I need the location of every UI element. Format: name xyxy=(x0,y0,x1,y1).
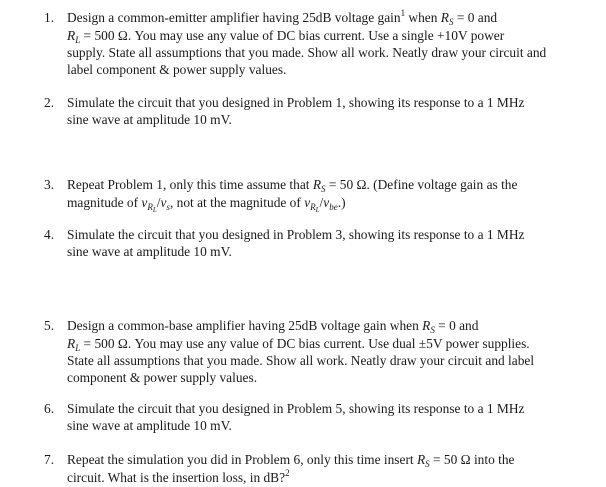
text-line: Repeat Problem 1, only this time assume that $R_S = 50$ Ω. (Define voltage gain as the xyxy=(67,177,518,194)
text-line: circuit. What is the insertion loss, in dB?$^2$ xyxy=(67,467,290,485)
text-line: label component & power supply values. xyxy=(67,61,287,77)
text-line: Simulate the circuit that you designed in Problem 3, showing its response to a 1 MHz xyxy=(67,227,525,242)
text-line: State all assumptions that you made. Show all work. Neatly draw your circuit and label xyxy=(67,353,535,368)
text-line: Simulate the circuit that you designed in Problem 5, showing its response to a 1 MHz xyxy=(67,401,525,416)
problem-number: 3. xyxy=(44,177,55,192)
problem-text xyxy=(67,227,587,260)
text-line: $R_L = 500$ Ω. You may use any value of DC bias current. Use a single +10V power xyxy=(67,27,505,45)
problem-text xyxy=(67,318,587,386)
text-line: supply. State all assumptions that you made. Show all work. Neatly draw your circuit and xyxy=(67,45,547,60)
math-symbol: R xyxy=(440,10,449,25)
math-symbol: R xyxy=(312,177,322,192)
problem-text xyxy=(67,10,587,78)
footnote-marker: 1 xyxy=(400,8,406,18)
text-line: Design a common-emitter amplifier having 25dB voltage gain$^1$ when $R_S = 0$ and xyxy=(67,8,498,27)
math-symbol: R xyxy=(67,335,76,351)
text-line: Simulate the circuit that you designed in Problem 1, showing its response to a 1 MHz xyxy=(67,95,525,110)
problem-number: 7. xyxy=(44,452,55,467)
text-line: component & power supply values. xyxy=(67,369,258,385)
text-line: magnitude of $v_{RL}/v_s$, not at the magnitude of $v_{RL}/v_{be}$.) xyxy=(67,194,346,214)
problem-text xyxy=(67,452,587,487)
text-line: sine wave at amplitude 10 mV. xyxy=(67,111,232,127)
problem-number: 2. xyxy=(44,95,55,110)
text-line: sine wave at amplitude 10 mV. xyxy=(67,243,232,259)
text-line: Design a common-base amplifier having 25dB voltage gain when $R_S = 0$ and xyxy=(67,318,479,335)
text-line: sine wave at amplitude 10 mV. xyxy=(67,417,232,433)
problem-number: 5. xyxy=(44,318,55,333)
problem-text xyxy=(67,95,587,128)
text-line: Repeat the simulation you did in Problem 6, only this time insert $R_S = 50$ Ω into the xyxy=(67,452,515,469)
math-symbol: R xyxy=(67,27,76,43)
math-symbol: R xyxy=(416,452,426,467)
problem-number: 1. xyxy=(44,10,55,25)
problem-text xyxy=(67,401,587,434)
problem-text xyxy=(67,177,587,213)
footnote-marker: 2 xyxy=(285,467,290,478)
text-line: $R_L = 500$ Ω. You may use any value of DC bias current. Use dual ±5V power supplies. xyxy=(67,335,530,353)
problem-number: 4. xyxy=(44,227,55,242)
problem-number: 6. xyxy=(44,401,55,416)
math-symbol: R xyxy=(422,318,431,333)
